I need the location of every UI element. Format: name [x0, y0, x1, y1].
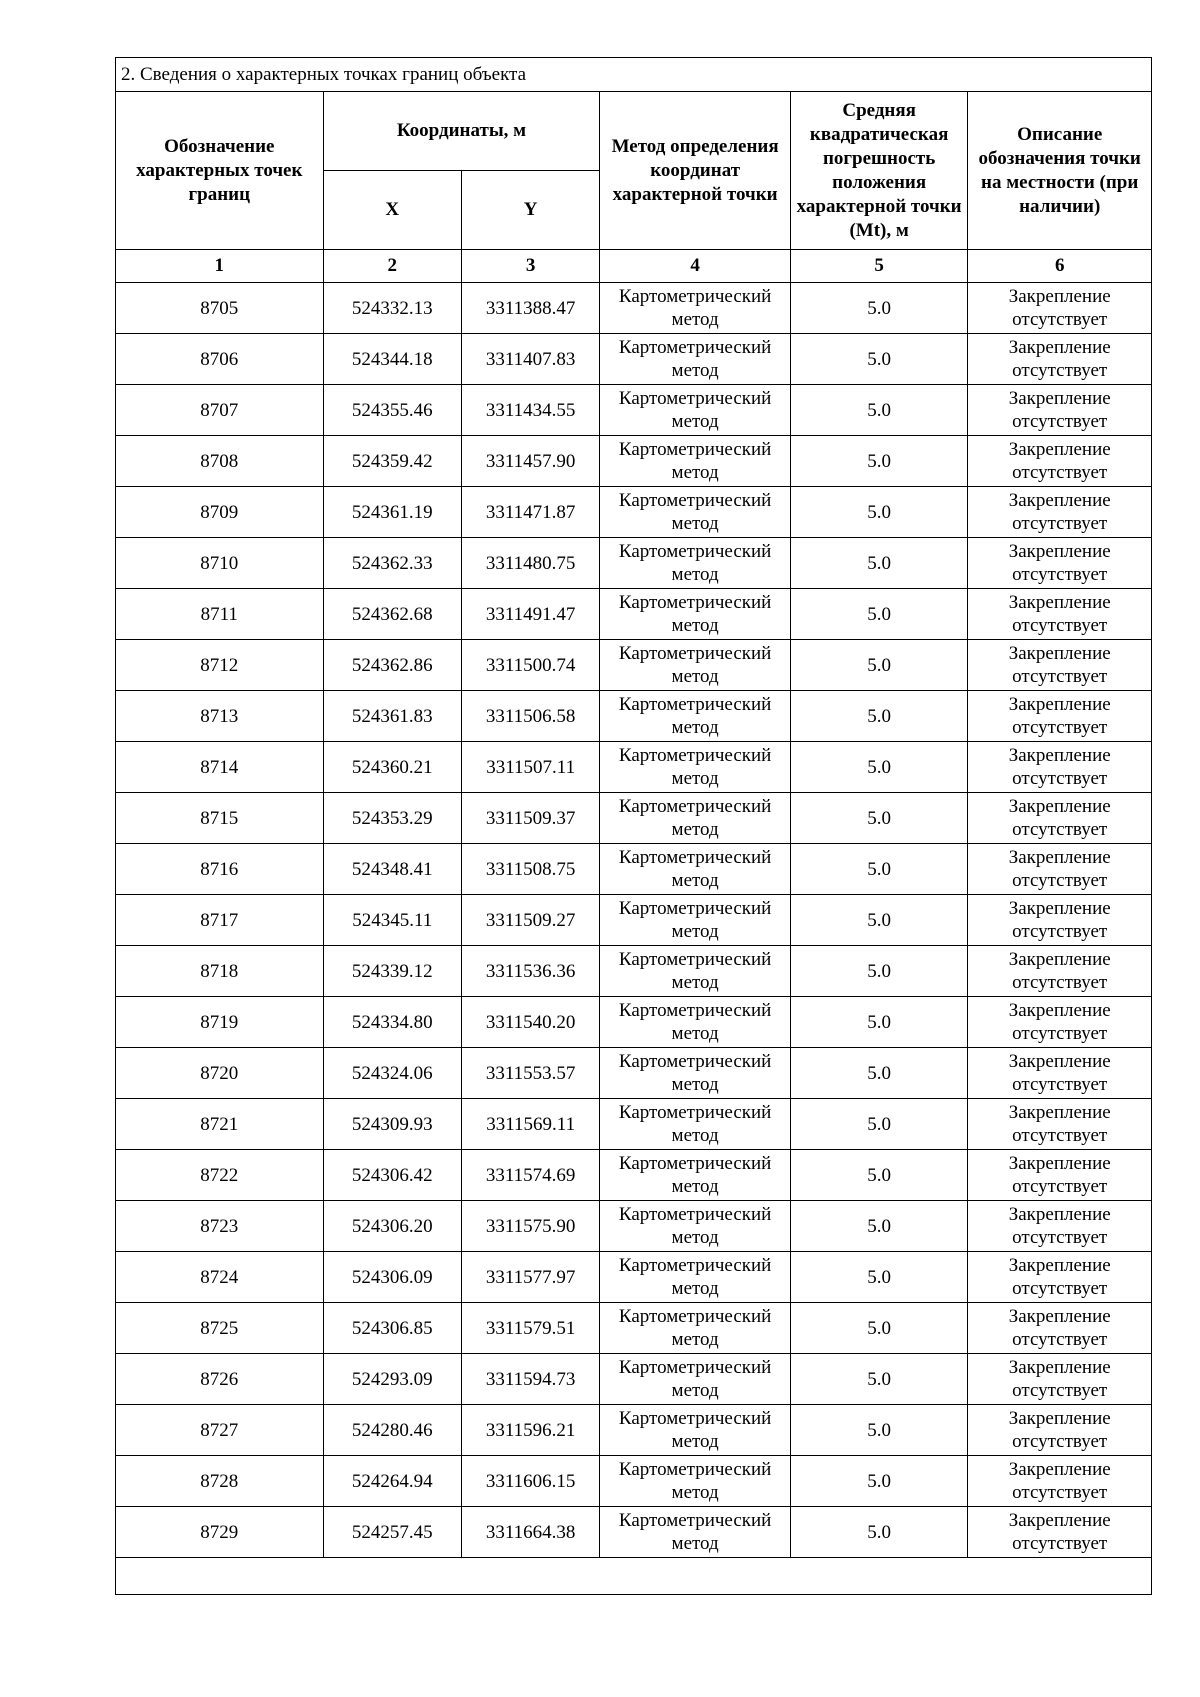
table-row [116, 1354, 1152, 1405]
table-row [116, 436, 1152, 487]
description-cell: Закрепление отсутствует [968, 1354, 1152, 1405]
description-cell: Закрепление отсутствует [968, 283, 1152, 334]
point-id-cell: 8715 [116, 793, 324, 844]
error-cell: 5.0 [790, 283, 968, 334]
error-cell: 5.0 [790, 640, 968, 691]
error-cell: 5.0 [790, 946, 968, 997]
method-cell: Картометрический метод [600, 793, 791, 844]
description-cell: Закрепление отсутствует [968, 1201, 1152, 1252]
table-row [116, 283, 1152, 334]
point-id-cell: 8724 [116, 1252, 324, 1303]
column-number: 6 [968, 250, 1152, 283]
table-row [116, 691, 1152, 742]
description-cell: Закрепление отсутствует [968, 742, 1152, 793]
y-coordinate-cell: 3311508.75 [461, 844, 599, 895]
description-cell: Закрепление отсутствует [968, 691, 1152, 742]
x-coordinate-cell: 524355.46 [323, 385, 461, 436]
error-cell: 5.0 [790, 844, 968, 895]
method-cell: Картометрический метод [600, 487, 791, 538]
method-cell: Картометрический метод [600, 742, 791, 793]
description-cell: Закрепление отсутствует [968, 793, 1152, 844]
description-cell: Закрепление отсутствует [968, 1405, 1152, 1456]
table-row [116, 538, 1152, 589]
method-cell: Картометрический метод [600, 538, 791, 589]
point-id-cell: 8706 [116, 334, 324, 385]
x-coordinate-cell: 524362.68 [323, 589, 461, 640]
description-cell: Закрепление отсутствует [968, 895, 1152, 946]
column-number: 1 [116, 250, 324, 283]
x-coordinate-cell: 524306.09 [323, 1252, 461, 1303]
column-number-row [116, 250, 1152, 283]
method-cell: Картометрический метод [600, 997, 791, 1048]
table-row [116, 742, 1152, 793]
description-cell: Закрепление отсутствует [968, 1048, 1152, 1099]
method-cell: Картометрический метод [600, 946, 791, 997]
x-coordinate-cell: 524309.93 [323, 1099, 461, 1150]
method-cell: Картометрический метод [600, 640, 791, 691]
point-id-cell: 8712 [116, 640, 324, 691]
method-cell: Картометрический метод [600, 1048, 791, 1099]
method-cell: Картометрический метод [600, 334, 791, 385]
x-coordinate-cell: 524344.18 [323, 334, 461, 385]
table-row [116, 1405, 1152, 1456]
error-cell: 5.0 [790, 997, 968, 1048]
table-row [116, 1201, 1152, 1252]
description-cell: Закрепление отсутствует [968, 538, 1152, 589]
point-id-cell: 8716 [116, 844, 324, 895]
description-cell: Закрепление отсутствует [968, 436, 1152, 487]
description-cell: Закрепление отсутствует [968, 385, 1152, 436]
x-coordinate-cell: 524264.94 [323, 1456, 461, 1507]
method-cell: Картометрический метод [600, 1507, 791, 1558]
error-cell: 5.0 [790, 1099, 968, 1150]
description-cell: Закрепление отсутствует [968, 946, 1152, 997]
table-row [116, 1303, 1152, 1354]
header-description: Описание обозначения точки на местности (при наличии) [968, 92, 1152, 250]
x-coordinate-cell: 524362.33 [323, 538, 461, 589]
header-method: Метод определения координат характерной точки [600, 92, 791, 250]
x-coordinate-cell: 524293.09 [323, 1354, 461, 1405]
x-coordinate-cell: 524257.45 [323, 1507, 461, 1558]
table-row [116, 385, 1152, 436]
table-row [116, 640, 1152, 691]
table-footer-row [116, 1558, 1152, 1595]
error-cell: 5.0 [790, 487, 968, 538]
method-cell: Картометрический метод [600, 844, 791, 895]
y-coordinate-cell: 3311579.51 [461, 1303, 599, 1354]
table-row [116, 1456, 1152, 1507]
error-cell: 5.0 [790, 1048, 968, 1099]
method-cell: Картометрический метод [600, 436, 791, 487]
y-coordinate-cell: 3311594.73 [461, 1354, 599, 1405]
error-cell: 5.0 [790, 1303, 968, 1354]
description-cell: Закрепление отсутствует [968, 1099, 1152, 1150]
method-cell: Картометрический метод [600, 1150, 791, 1201]
y-coordinate-cell: 3311664.38 [461, 1507, 599, 1558]
point-id-cell: 8708 [116, 436, 324, 487]
table-row [116, 334, 1152, 385]
point-id-cell: 8729 [116, 1507, 324, 1558]
error-cell: 5.0 [790, 1252, 968, 1303]
x-coordinate-cell: 524339.12 [323, 946, 461, 997]
description-cell: Закрепление отсутствует [968, 1150, 1152, 1201]
point-id-cell: 8711 [116, 589, 324, 640]
column-number: 3 [461, 250, 599, 283]
error-cell: 5.0 [790, 742, 968, 793]
method-cell: Картометрический метод [600, 385, 791, 436]
point-id-cell: 8723 [116, 1201, 324, 1252]
x-coordinate-cell: 524348.41 [323, 844, 461, 895]
y-coordinate-cell: 3311574.69 [461, 1150, 599, 1201]
y-coordinate-cell: 3311509.27 [461, 895, 599, 946]
y-coordinate-cell: 3311540.20 [461, 997, 599, 1048]
y-coordinate-cell: 3311606.15 [461, 1456, 599, 1507]
y-coordinate-cell: 3311507.11 [461, 742, 599, 793]
method-cell: Картометрический метод [600, 283, 791, 334]
error-cell: 5.0 [790, 538, 968, 589]
point-id-cell: 8717 [116, 895, 324, 946]
description-cell: Закрепление отсутствует [968, 1303, 1152, 1354]
y-coordinate-cell: 3311575.90 [461, 1201, 599, 1252]
point-id-cell: 8727 [116, 1405, 324, 1456]
table-row [116, 589, 1152, 640]
y-coordinate-cell: 3311388.47 [461, 283, 599, 334]
method-cell: Картометрический метод [600, 1201, 791, 1252]
point-id-cell: 8728 [116, 1456, 324, 1507]
table-row [116, 997, 1152, 1048]
error-cell: 5.0 [790, 691, 968, 742]
point-id-cell: 8718 [116, 946, 324, 997]
point-id-cell: 8722 [116, 1150, 324, 1201]
document-sheet [115, 57, 1152, 1595]
method-cell: Картометрический метод [600, 1252, 791, 1303]
method-cell: Картометрический метод [600, 1456, 791, 1507]
x-coordinate-cell: 524280.46 [323, 1405, 461, 1456]
table-row [116, 1150, 1152, 1201]
y-coordinate-cell: 3311536.36 [461, 946, 599, 997]
x-coordinate-cell: 524361.19 [323, 487, 461, 538]
x-coordinate-cell: 524306.42 [323, 1150, 461, 1201]
x-coordinate-cell: 524334.80 [323, 997, 461, 1048]
table-row [116, 1099, 1152, 1150]
description-cell: Закрепление отсутствует [968, 844, 1152, 895]
header-y: Y [461, 171, 599, 250]
point-id-cell: 8726 [116, 1354, 324, 1405]
x-coordinate-cell: 524306.85 [323, 1303, 461, 1354]
description-cell: Закрепление отсутствует [968, 334, 1152, 385]
method-cell: Картометрический метод [600, 1303, 791, 1354]
x-coordinate-cell: 524361.83 [323, 691, 461, 742]
point-id-cell: 8705 [116, 283, 324, 334]
error-cell: 5.0 [790, 589, 968, 640]
y-coordinate-cell: 3311491.47 [461, 589, 599, 640]
error-cell: 5.0 [790, 1507, 968, 1558]
x-coordinate-cell: 524353.29 [323, 793, 461, 844]
method-cell: Картометрический метод [600, 691, 791, 742]
y-coordinate-cell: 3311553.57 [461, 1048, 599, 1099]
y-coordinate-cell: 3311506.58 [461, 691, 599, 742]
y-coordinate-cell: 3311569.11 [461, 1099, 599, 1150]
y-coordinate-cell: 3311500.74 [461, 640, 599, 691]
description-cell: Закрепление отсутствует [968, 589, 1152, 640]
x-coordinate-cell: 524324.06 [323, 1048, 461, 1099]
x-coordinate-cell: 524359.42 [323, 436, 461, 487]
section-title: 2. Сведения о характерных точках границ объекта [116, 58, 1152, 92]
header-designation: Обозначение характерных точек границ [116, 92, 324, 250]
table-row [116, 1252, 1152, 1303]
y-coordinate-cell: 3311509.37 [461, 793, 599, 844]
x-coordinate-cell: 524360.21 [323, 742, 461, 793]
error-cell: 5.0 [790, 385, 968, 436]
header-error: Средняя квадратическая погрешность положения характерной точки (Mt), м [790, 92, 968, 250]
boundary-points-table [115, 57, 1152, 1595]
method-cell: Картометрический метод [600, 1354, 791, 1405]
x-coordinate-cell: 524332.13 [323, 283, 461, 334]
description-cell: Закрепление отсутствует [968, 487, 1152, 538]
point-id-cell: 8720 [116, 1048, 324, 1099]
error-cell: 5.0 [790, 1456, 968, 1507]
error-cell: 5.0 [790, 1201, 968, 1252]
point-id-cell: 8719 [116, 997, 324, 1048]
table-row [116, 946, 1152, 997]
table-row [116, 793, 1152, 844]
error-cell: 5.0 [790, 436, 968, 487]
column-number: 5 [790, 250, 968, 283]
error-cell: 5.0 [790, 1150, 968, 1201]
y-coordinate-cell: 3311471.87 [461, 487, 599, 538]
y-coordinate-cell: 3311407.83 [461, 334, 599, 385]
table-row [116, 487, 1152, 538]
method-cell: Картометрический метод [600, 895, 791, 946]
description-cell: Закрепление отсутствует [968, 1456, 1152, 1507]
error-cell: 5.0 [790, 793, 968, 844]
point-id-cell: 8710 [116, 538, 324, 589]
header-coordinates: Координаты, м [323, 92, 600, 171]
description-cell: Закрепление отсутствует [968, 640, 1152, 691]
table-row [116, 844, 1152, 895]
table-row [116, 1507, 1152, 1558]
x-coordinate-cell: 524306.20 [323, 1201, 461, 1252]
description-cell: Закрепление отсутствует [968, 1252, 1152, 1303]
y-coordinate-cell: 3311596.21 [461, 1405, 599, 1456]
method-cell: Картометрический метод [600, 1099, 791, 1150]
table-row [116, 895, 1152, 946]
error-cell: 5.0 [790, 1405, 968, 1456]
point-id-cell: 8713 [116, 691, 324, 742]
header-x: X [323, 171, 461, 250]
error-cell: 5.0 [790, 1354, 968, 1405]
column-number: 2 [323, 250, 461, 283]
table-footer-cell [116, 1558, 1152, 1595]
column-number: 4 [600, 250, 791, 283]
point-id-cell: 8709 [116, 487, 324, 538]
point-id-cell: 8714 [116, 742, 324, 793]
point-id-cell: 8721 [116, 1099, 324, 1150]
method-cell: Картометрический метод [600, 589, 791, 640]
x-coordinate-cell: 524362.86 [323, 640, 461, 691]
description-cell: Закрепление отсутствует [968, 997, 1152, 1048]
y-coordinate-cell: 3311457.90 [461, 436, 599, 487]
error-cell: 5.0 [790, 334, 968, 385]
y-coordinate-cell: 3311434.55 [461, 385, 599, 436]
y-coordinate-cell: 3311577.97 [461, 1252, 599, 1303]
method-cell: Картометрический метод [600, 1405, 791, 1456]
x-coordinate-cell: 524345.11 [323, 895, 461, 946]
table-row [116, 1048, 1152, 1099]
y-coordinate-cell: 3311480.75 [461, 538, 599, 589]
point-id-cell: 8725 [116, 1303, 324, 1354]
error-cell: 5.0 [790, 895, 968, 946]
point-id-cell: 8707 [116, 385, 324, 436]
description-cell: Закрепление отсутствует [968, 1507, 1152, 1558]
